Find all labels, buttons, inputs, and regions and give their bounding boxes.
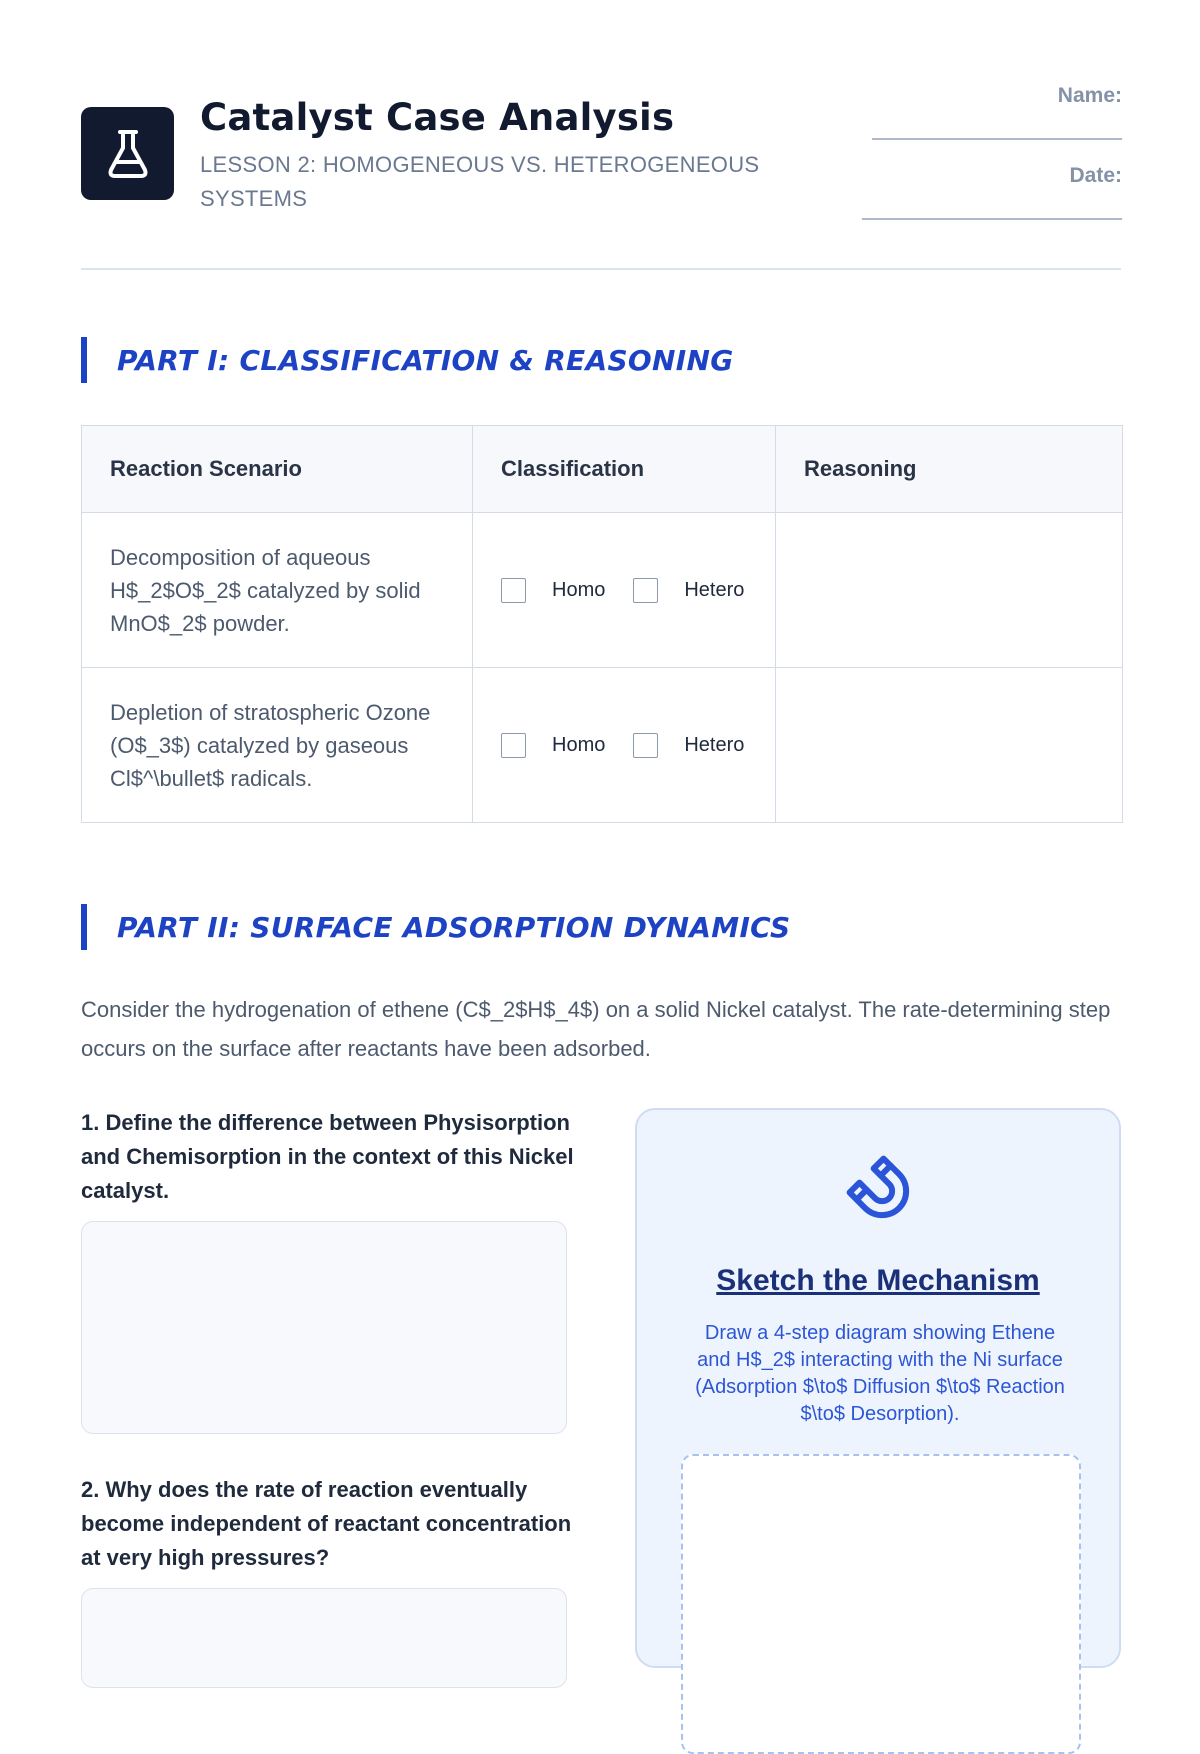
reasoning-cell[interactable] [776,668,1123,823]
homo-checkbox[interactable] [501,733,526,758]
hetero-checkbox[interactable] [633,733,658,758]
column-header: Reaction Scenario [82,426,473,513]
flask-icon [105,128,151,180]
homo-label: Homo [552,578,606,601]
page-subtitle: LESSON 2: HOMOGENEOUS VS. HETEROGENEOUS SYSTEMS [200,152,760,211]
classification-cell [473,513,776,668]
homo-label: Homo [552,733,606,756]
header-divider [81,268,1121,270]
section-heading-part2: PART II: SURFACE ADSORPTION DYNAMICS [81,904,790,950]
table-row [82,513,1123,668]
sketch-drawing-area[interactable] [681,1454,1081,1754]
page-title: Catalyst Case Analysis [200,96,675,139]
scenario-text: Decomposition of aqueous H$_2$O$_2$ catalyzed by solid MnO$_2$ powder. [110,544,421,636]
name-label: Name: [1057,84,1122,107]
section-heading-part1: PART I: CLASSIFICATION & REASONING [81,337,734,383]
answer-box-1[interactable] [81,1221,567,1434]
question-2: 2. Why does the rate of reaction eventually become independent of reactant concentration at very high pressures? [81,1477,572,1570]
reasoning-cell[interactable] [776,513,1123,668]
magnet-icon [843,1152,917,1226]
scenario-text: Depletion of stratospheric Ozone (O$_3$) catalyzed by gaseous Cl$^\bullet$ radicals. [110,699,431,791]
table-header-row [82,426,1123,513]
classification-table [81,425,1123,823]
sketch-description: Draw a 4-step diagram showing Ethene and H$_2$ interacting with the Ni surface (Adsorption $\to$ Diffusion $\to$ Reaction $\to$ Desorption). [695,1322,1065,1425]
answer-box-2[interactable] [81,1588,567,1688]
hetero-checkbox[interactable] [633,578,658,603]
classification-cell [473,668,776,823]
table-row [82,668,1123,823]
date-label: Date: [1069,164,1122,187]
date-field[interactable] [862,218,1122,220]
hetero-label: Hetero [684,578,745,601]
column-header: Reasoning [776,426,1123,513]
logo [81,107,174,200]
sketch-title: Sketch the Mechanism [716,1264,1040,1297]
question-1: 1. Define the difference between Physisorption and Chemisorption in the context of this Nickel catalyst. [81,1110,574,1203]
sketch-card [635,1108,1121,1668]
name-field[interactable] [872,138,1122,140]
hetero-label: Hetero [684,733,745,756]
scenario-cell [82,668,473,823]
column-header: Classification [473,426,776,513]
homo-checkbox[interactable] [501,578,526,603]
scenario-cell [82,513,473,668]
part2-intro: Consider the hydrogenation of ethene (C$_2$H$_4$) on a solid Nickel catalyst. The rate-determining step occurs on the surface after reactants have been adsorbed. [81,997,1111,1061]
